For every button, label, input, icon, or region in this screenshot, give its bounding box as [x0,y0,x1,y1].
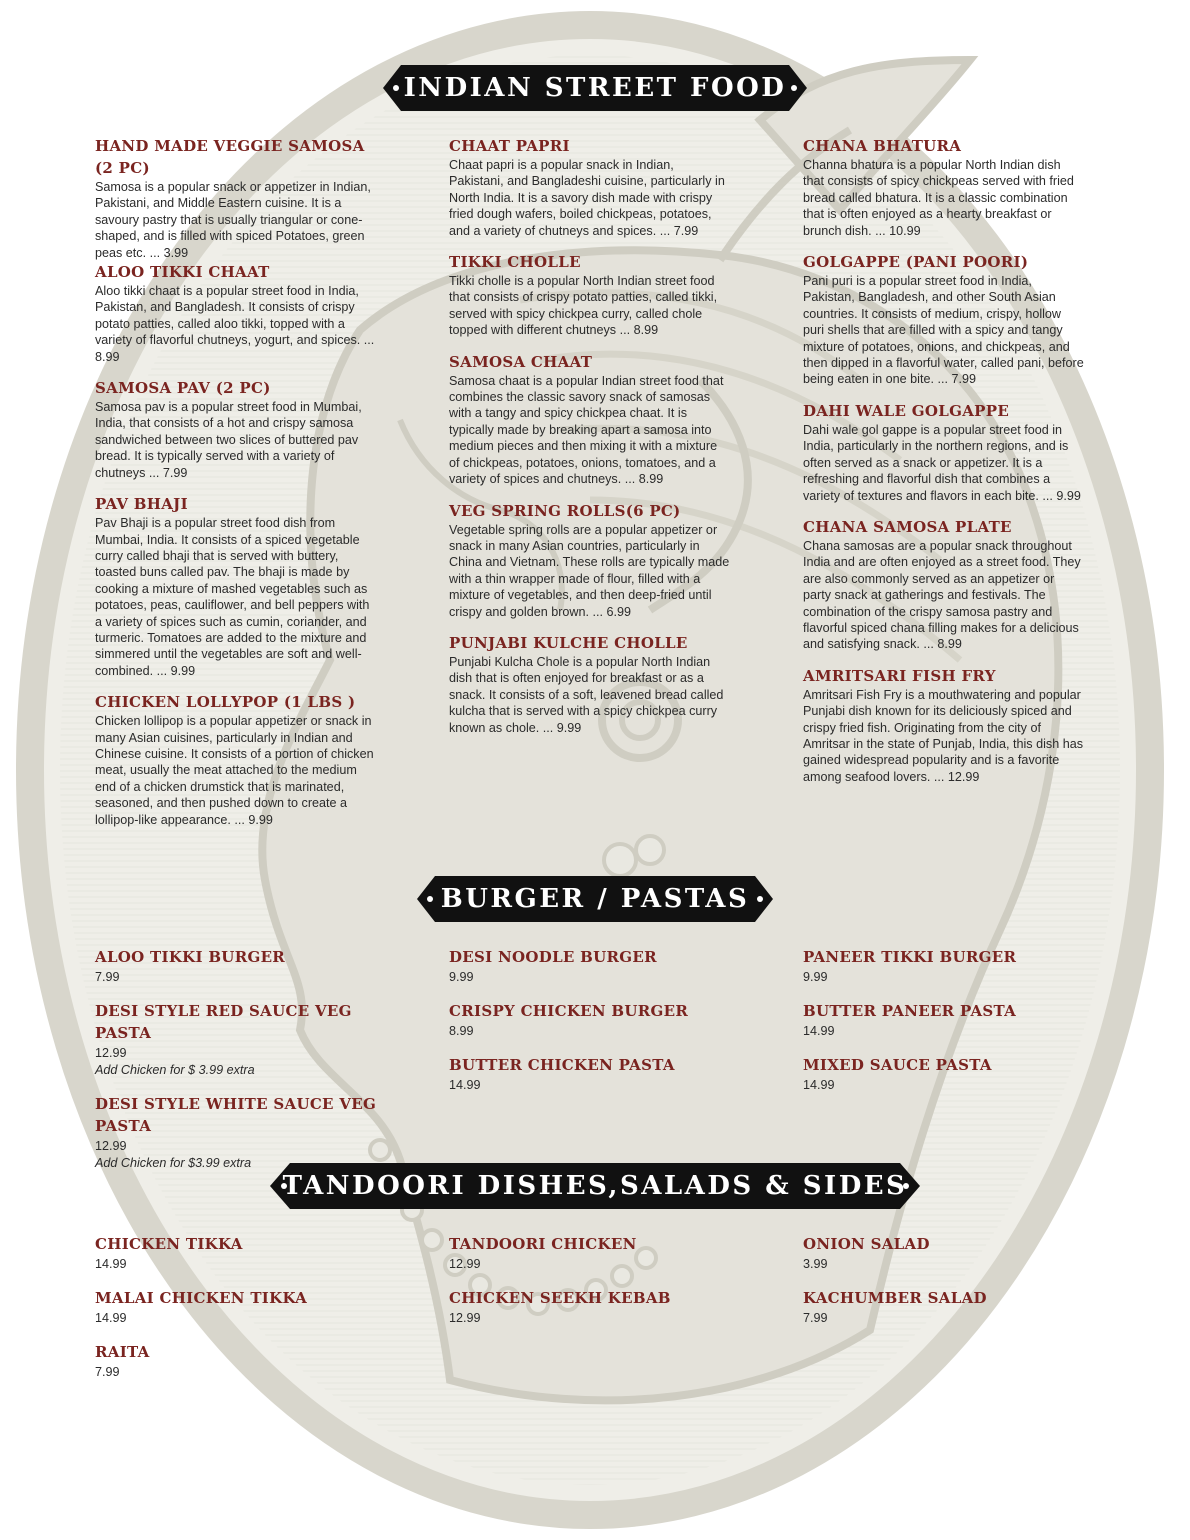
section-banner-street-food [383,63,807,113]
menu-item [803,1287,1085,1327]
item-price: 8.99 [449,1024,474,1038]
menu-item [449,135,731,239]
menu-item [449,500,731,620]
item-name: CRISPY CHICKEN BURGER [449,1002,689,1020]
item-price: 12.99 [449,1257,481,1271]
item-name: BUTTER PANEER PASTA [803,1002,1017,1020]
item-note: Add Chicken for $ 3.99 extra [95,1063,255,1077]
item-name: DESI STYLE RED SAUCE VEG PASTA [95,1002,352,1042]
menu-item [803,516,1085,653]
item-name: ALOO TIKKI BURGER [95,948,286,966]
section-banner-burger-pastas [417,874,773,924]
item-price: 9.99 [449,970,474,984]
street-food-column-2 [449,135,731,748]
menu-item [95,691,377,828]
item-price: 14.99 [449,1078,481,1092]
menu-item [449,251,731,339]
item-name: SAMOSA PAV (2 PC) [95,379,271,398]
menu-item [449,351,731,488]
item-name: AMRITSARI FISH FRY [803,666,996,685]
item-description: Chicken lollipop is a popular appetizer or snack in many Asian cuisines, particularly in Indian and Chinese cuisine. It consists of a portion of chicken meat, usually the meat attached to the medium end of a chicken drumstick that is marinated, seasoned, and then pushed down to create a lollipop-like appearance. ... 9.99 [95,714,374,827]
item-price: 12.99 [95,1139,127,1153]
section-title: INDIAN STREET FOOD [403,73,787,103]
item-name: PANEER TIKKI BURGER [803,948,1017,966]
item-name: MALAI CHICKEN TIKKA [95,1289,308,1307]
menu-item [449,632,731,736]
item-description: Pav Bhaji is a popular street food dish from Mumbai, India. It consists of a spiced vegetable curry called bhaji that is served with buttery, toasted buns called pav. The bhaji is made by cooking a mixture of mashed vegetables such as potatoes, peas, cauliflower, and bell peppers with a variety of spices such as cumin, coriander, and turmeric. Tomatoes are added to the mixture and simmered until the vegetables are soft and well-combined. ... 9.99 [95,516,370,678]
item-name: TIKKI CHOLLE [449,253,581,272]
menu-item [803,400,1085,504]
menu-item [449,1287,731,1327]
item-name: ONION SALAD [803,1235,930,1253]
item-description: Channa bhatura is a popular North Indian dish that consists of spicy chickpeas served with fried bread called bhatura. It is a classic combination that is often enjoyed as a hearty breakfast or brunch dish. ... 10.99 [803,158,1074,238]
item-price: 12.99 [449,1311,481,1325]
item-name: BUTTER CHICKEN PASTA [449,1056,675,1074]
item-name: KACHUMBER SALAD [803,1289,987,1307]
menu-item [95,1000,377,1079]
section-title: TANDOORI DISHES,SALADS & SIDES [282,1171,908,1201]
item-price: 14.99 [803,1078,835,1092]
item-name: RAITA [95,1343,150,1361]
item-name: CHICKEN TIKKA [95,1235,243,1253]
item-description: Vegetable spring rolls are a popular appetizer or snack in many Asian countries, particularly in China and Vietnam. These rolls are typically made with a thin wrapper made of flour, filled with a mixture of vegetables, and then deep-fried until crispy and golden brown. ... 6.99 [449,522,730,619]
item-description: Pani puri is a popular street food in India, Pakistan, Bangladesh, and other South Asian countries. It consists of medium, crispy, hollow puri shells that are filled with a spicy and tangy mixture of potatoes, onions, and chickpeas, and then dipped in a flavorful water, called pani, before being eaten in one bite. ... 7.99 [803,274,1084,387]
item-price: 3.99 [803,1257,828,1271]
item-name: CHAAT PAPRI [449,137,570,155]
menu-item [95,946,377,986]
menu-item [95,1287,377,1327]
item-name: HAND MADE VEGGIE SAMOSA (2 PC) [95,137,365,177]
burger-column-3 [803,946,1085,1106]
menu-item [95,1233,377,1273]
item-name: PUNJABI KULCHE CHOLLE [449,633,688,652]
menu-item [803,946,1085,986]
item-name: CHICKEN SEEKH KEBAB [449,1289,671,1307]
item-name: SAMOSA CHAAT [449,352,593,371]
item-name: PAV BHAJI [95,495,188,514]
item-price: 7.99 [95,1365,120,1379]
street-food-column-1 [95,135,377,840]
item-price: 14.99 [95,1257,127,1271]
tandoori-column-3 [803,1233,1085,1339]
item-description: Samosa pav is a popular street food in Mumbai, India, that consists of a hot and crispy samosa sandwiched between two slices of buttered pav bread. It is typically served with a variety of chutneys ... 7.99 [95,400,362,480]
item-description: Amritsari Fish Fry is a mouthwatering and popular Punjabi dish known for its deliciously spiced and crispy fried fish. Originating from the city of Amritsar in the state of Punjab, India, this dish has gained widespread popularity and is a favorite among seafood lovers. ... 12.99 [803,687,1084,784]
item-price: 14.99 [95,1311,127,1325]
item-name: CHICKEN LOLLYPOP (1 LBS ) [95,693,356,712]
item-price: 7.99 [803,1311,828,1325]
section-banner-tandoori [270,1161,920,1211]
item-name: CHANA SAMOSA PLATE [803,517,1012,536]
item-name: DAHI WALE GOLGAPPE [803,401,1010,420]
menu-item [449,946,731,986]
tandoori-column-1 [95,1233,377,1393]
burger-column-1 [95,946,377,1184]
item-name: ALOO TIKKI CHAAT [95,263,270,282]
menu-item [449,1000,731,1040]
street-food-column-3 [803,135,1085,797]
menu-item [803,1000,1085,1040]
item-name: VEG SPRING ROLLS(6 PC) [449,501,681,520]
item-description: Chana samosas are a popular snack throughout India and are often enjoyed as a street food. They are also commonly served as an appetizer or party snack at gatherings and festivals. The combination of the crispy samosa pastry and flavorful spiced chana filling makes for a delicious and satisfying snack. ... 8.99 [803,538,1081,652]
item-name: MIXED SAUCE PASTA [803,1056,992,1074]
item-note: Add Chicken for $3.99 extra [95,1156,252,1170]
tandoori-column-2 [449,1233,731,1339]
item-price: 7.99 [95,970,120,984]
menu-item [95,1341,377,1381]
menu-item [803,1054,1085,1094]
menu-item [95,493,377,679]
item-description: Samosa is a popular snack or appetizer in Indian, Pakistani, and Middle Eastern cuisine. It is a savoury pastry that is usually triangular or cone-shaped, and is filled with spiced Potatoes, green peas etc. ... 3.99 [95,180,371,260]
item-name: GOLGAPPE (PANI POORI) [803,253,1029,272]
item-description: Samosa chaat is a popular Indian street food that combines the classic savory snack of samosas with a tangy and spicy chickpea chaat. It is typically made by breaking apart a samosa into medium pieces and then mixing it with a mixture of chickpeas, potatoes, onions, tomatoes, and a variety of spices and chutneys. ... 8.99 [449,373,724,487]
menu-item [449,1233,731,1273]
item-name: TANDOORI CHICKEN [449,1235,637,1253]
item-name: DESI STYLE WHITE SAUCE VEG PASTA [95,1095,377,1135]
item-description: Aloo tikki chaat is a popular street food in India, Pakistan, and Bangladesh. It consists of crispy potato patties, called aloo tikki, topped with a variety of flavorful chutneys, yogurt, and spices. ... 8.99 [95,284,375,364]
menu-item [95,261,377,365]
menu-item [803,251,1085,388]
menu-item [803,665,1085,785]
item-price: 14.99 [803,1024,835,1038]
item-name: CHANA BHATURA [803,137,962,155]
item-price: 9.99 [803,970,828,984]
item-description: Dahi wale gol gappe is a popular street food in India, particularly in the northern regions, and is often served as a snack or appetizer. It is a refreshing and flavorful dish that combines a variety of textures and flavors in each bite. ... 9.99 [803,422,1081,503]
item-description: Punjabi Kulcha Chole is a popular North Indian dish that is often enjoyed for breakfast or as a snack. It consists of a soft, leavened bread called kulcha that is served with a spicy chickpea curry known as chole. ... 9.99 [449,654,724,735]
menu-item [803,135,1085,239]
burger-column-2 [449,946,731,1106]
menu-item [95,377,377,481]
item-description: Chaat papri is a popular snack in Indian, Pakistani, and Bangladeshi cuisine, particularly in North India. It is a savory dish made with crispy fried dough wafers, boiled chickpeas, potatoes, and a variety of chutneys and spices. ... 7.99 [449,158,725,238]
menu-item [449,1054,731,1094]
section-title: BURGER / PASTAS [440,884,750,914]
item-name: DESI NOODLE BURGER [449,948,657,966]
menu-item [803,1233,1085,1273]
menu-item [95,135,377,261]
item-price: 12.99 [95,1046,127,1060]
item-description: Tikki cholle is a popular North Indian street food that consists of crispy potato patties, called tikki, served with spicy chickpea curry, called chole topped with different chutneys ... 8.99 [449,274,718,338]
